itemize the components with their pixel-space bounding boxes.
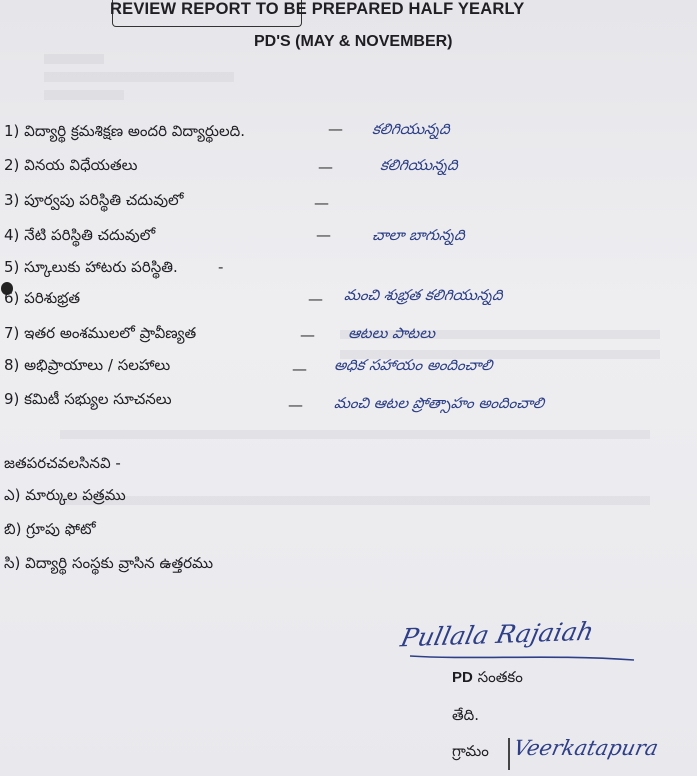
attachments-heading: జతపరచవలసినవి - [4, 454, 121, 472]
dash-separator: — [308, 290, 323, 308]
item-answer-2: కలిగియున్నది [379, 156, 460, 174]
item-label-5: 5) స్కూలుకు హాటరు పరిస్థితి. [4, 258, 178, 276]
item-answer-9: మంచి ఆటల ప్రోత్సాహం అందించాలి [333, 394, 546, 412]
pd-sign-line [452, 668, 523, 690]
bleed-through-mark [60, 496, 650, 505]
item-label-4: 4) నేటి పరిస్థితి చదువులో [4, 226, 156, 244]
item-answer-7: ఆటలు పాటలు [347, 324, 437, 342]
item-answer-1: కలిగియున్నది [371, 120, 452, 138]
village-label: గ్రామం [452, 742, 489, 760]
attachment-item-b: బి) గ్రూపు ఫోటో [4, 520, 96, 538]
item-label-1: 1) విద్యార్థి క్రమశిక్షణ అందరి విద్యార్థులది. [4, 122, 245, 140]
signature-handwriting: Pullala Rajaiah [398, 616, 597, 653]
field-divider [508, 738, 510, 770]
item-label-8: 8) అభిప్రాయాలు / సలహాలు [4, 356, 171, 374]
dash-separator: — [316, 226, 331, 244]
bleed-through-mark [60, 430, 650, 439]
attachment-item-c: సి) విద్యార్థి సంస్థకు వ్రాసిన ఉత్తరము [4, 554, 214, 572]
page-title: REVIEW REPORT TO BE PREPARED HALF YEARLY [110, 0, 525, 18]
bleed-through-mark [44, 90, 124, 100]
bleed-through-mark [44, 72, 234, 82]
pd-label: PD [452, 669, 473, 686]
date-label: తేది. [452, 706, 480, 724]
village-value: Veerkatapura [511, 736, 661, 760]
attachment-item-a: ఎ) మార్కుల పత్రము [4, 486, 126, 504]
dash-separator: — [300, 326, 315, 344]
dash-separator: — [288, 396, 303, 414]
item-label-7: 7) ఇతర అంశములలో ప్రావీణ్యత [4, 324, 197, 342]
dash-separator: — [318, 158, 333, 176]
item-answer-4: చాలా బాగున్నది [371, 226, 467, 244]
item-answer-6: మంచి శుభ్రత కలిగియున్నది [343, 286, 505, 304]
sign-label: సంతకం [477, 668, 523, 686]
dash-separator: - [218, 258, 224, 276]
dash-separator: — [328, 120, 343, 138]
item-label-9: 9) కమిటీ సభ్యుల సూచనలు [4, 390, 172, 408]
dash-separator: — [292, 360, 307, 378]
page-subtitle: PD'S (MAY & NOVEMBER) [254, 33, 453, 50]
item-label-2: 2) వినయ విధేయతలు [4, 156, 138, 174]
dash-separator: — [314, 194, 329, 212]
pd-signature [398, 616, 638, 666]
item-answer-8: అధిక సహాయం అందించాలి [333, 356, 494, 374]
bleed-through-mark [44, 54, 104, 64]
item-label-3: 3) పూర్వపు పరిస్థితి చదువులో [4, 191, 184, 209]
signature-underline [402, 618, 638, 666]
item-label-6: 6) పరిశుభ్రత [4, 289, 81, 307]
